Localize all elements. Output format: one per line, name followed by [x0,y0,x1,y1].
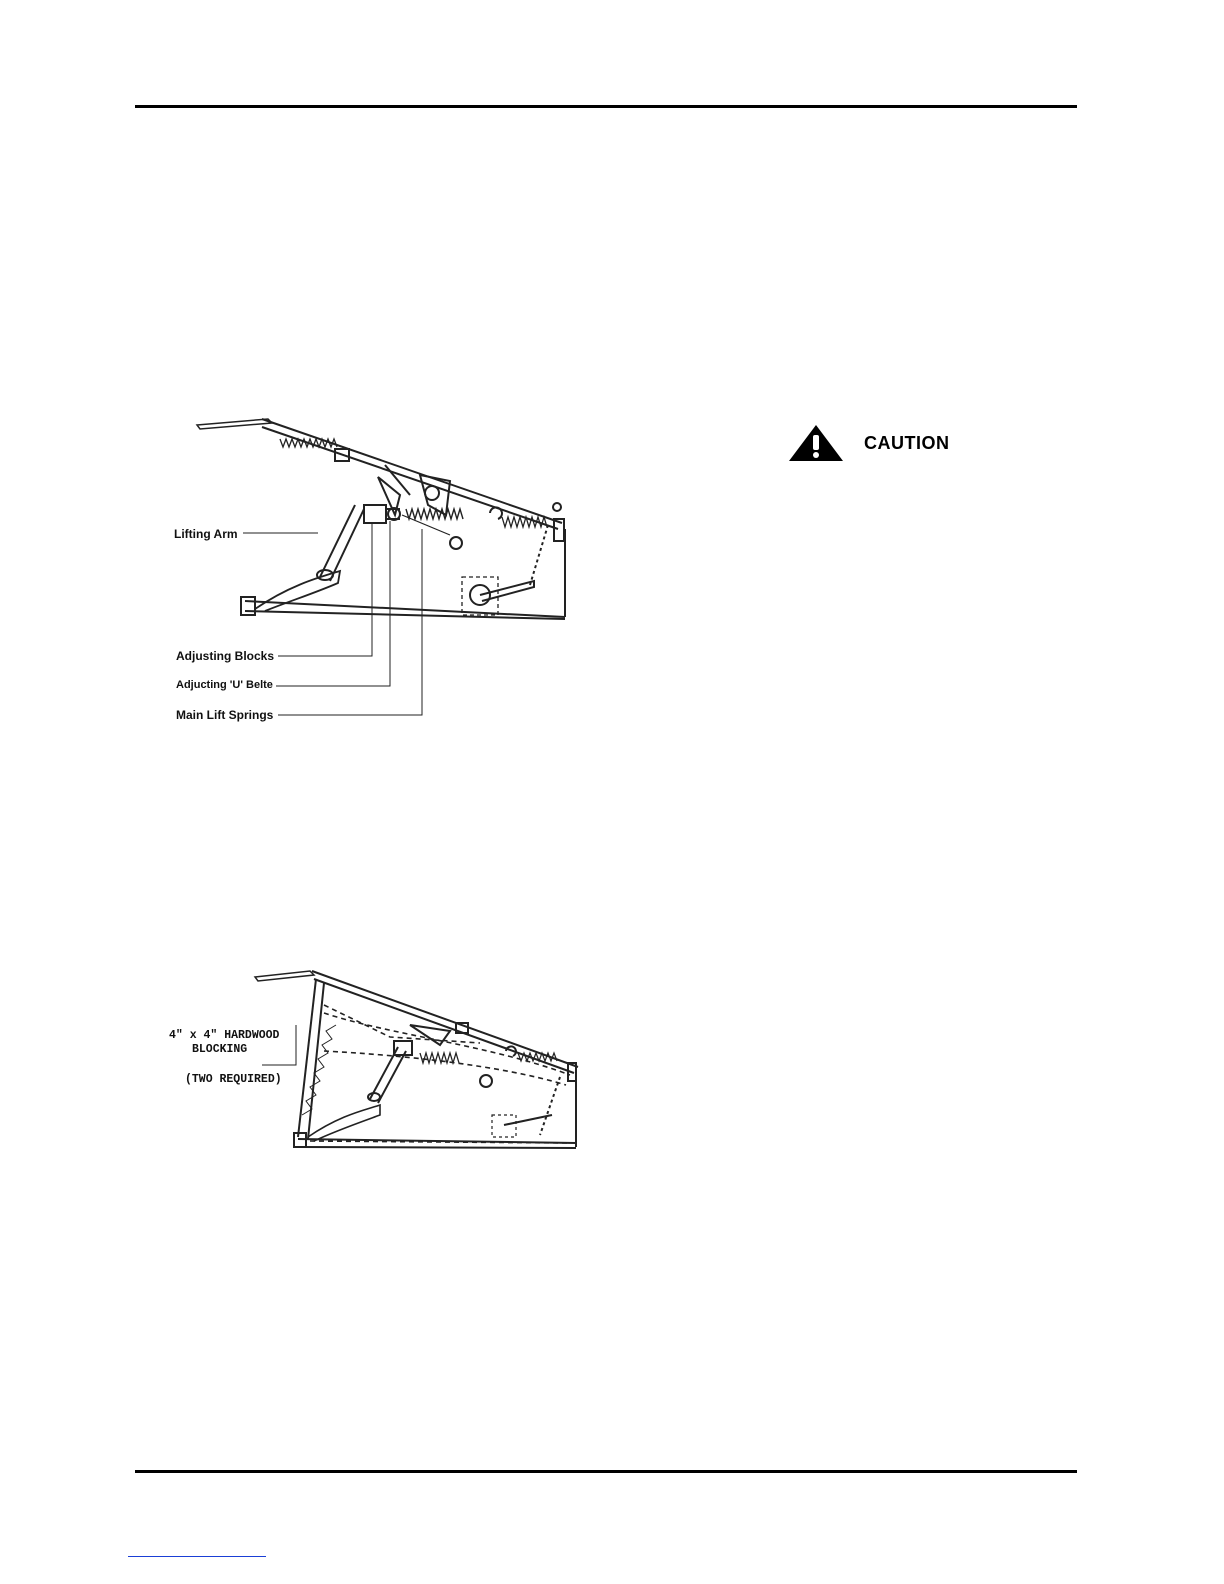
header-rule [135,105,1077,108]
label-blocking-size: 4" x 4" HARDWOOD [169,1029,280,1042]
figure-hardwood-blocking [240,965,585,1155]
footer-rule [135,1470,1077,1473]
label-adjusting-u-bolts: Adjucting 'U' Belte [176,679,273,691]
caution-label: CAUTION [864,432,950,453]
leveler-diagram-2 [240,965,585,1155]
label-lifting-arm: Lifting Arm [174,527,238,541]
caution-notice [788,423,950,463]
label-two-required: (TWO REQUIRED) [185,1073,282,1086]
footer-link-underline[interactable] [128,1556,266,1557]
warning-triangle-icon [788,424,844,462]
label-adjusting-blocks: Adjusting Blocks [176,649,275,663]
label-main-lift-springs: Main Lift Springs [176,708,274,722]
label-blocking: BLOCKING [192,1043,248,1056]
